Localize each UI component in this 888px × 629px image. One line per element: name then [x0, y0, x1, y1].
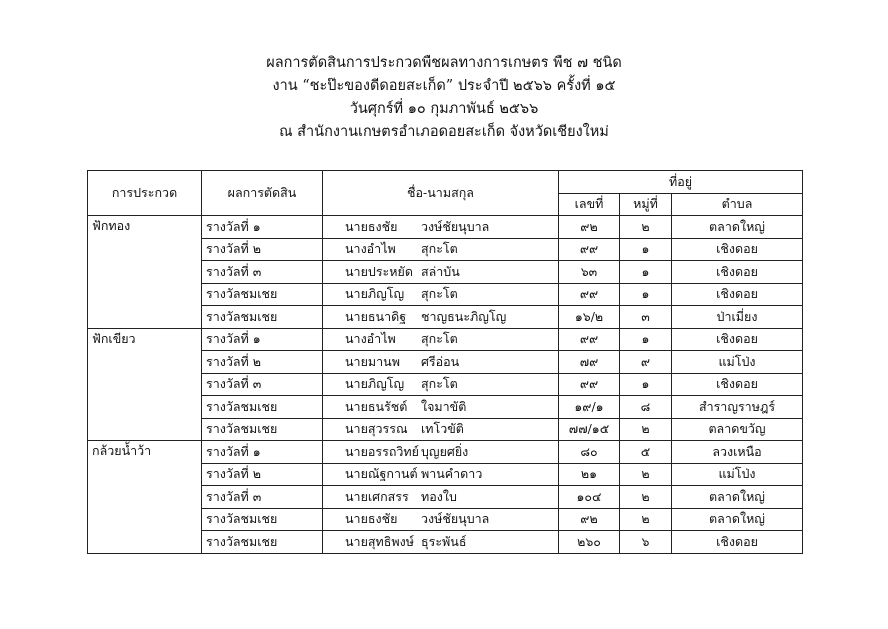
cell-moo: ๖	[620, 531, 672, 554]
cell-result: รางวัลชมเชย	[202, 283, 323, 306]
cell-name	[323, 216, 559, 239]
cell-name	[323, 418, 559, 441]
table-row	[88, 486, 803, 509]
first-name: นายณัฐกานต์	[345, 466, 418, 482]
cell-number: ๙๙	[559, 328, 620, 351]
cell-category	[88, 463, 202, 486]
first-name: นายสุทธิพงษ์	[345, 533, 414, 549]
cell-number: ๑๐๔	[559, 486, 620, 509]
header-category: การประกวด	[88, 171, 202, 216]
cell-tambon: แม่โป่ง	[672, 463, 803, 486]
cell-category	[88, 283, 202, 306]
cell-result: รางวัลที่ ๓	[202, 486, 323, 509]
cell-category	[88, 508, 202, 531]
first-name: นายสุวรรณ	[345, 421, 408, 437]
table-row	[88, 306, 803, 329]
cell-number: ๑๖/๒	[559, 306, 620, 329]
cell-moo: ๙	[620, 351, 672, 374]
cell-number: ๗๙	[559, 351, 620, 374]
cell-category	[88, 306, 202, 329]
cell-number: ๘๐	[559, 441, 620, 464]
cell-tambon: ลวงเหนือ	[672, 441, 803, 464]
table-row	[88, 396, 803, 419]
cell-result: รางวัลที่ ๒	[202, 463, 323, 486]
cell-moo: ๒	[620, 463, 672, 486]
table-row	[88, 261, 803, 284]
cell-tambon: เชิงดอย	[672, 373, 803, 396]
cell-name	[323, 261, 559, 284]
cell-tambon: ตลาดใหญ่	[672, 486, 803, 509]
header-number: เลขที่	[559, 193, 620, 216]
cell-category	[88, 486, 202, 509]
header-title-line: ผลการตัดสินการประกวดพืชผลทางการเกษตร พืช ๗ ชนิด	[266, 55, 622, 71]
first-name: นายธนาดิฐ	[345, 308, 407, 324]
table-header-row	[88, 171, 803, 194]
first-name: นายธงชัย	[345, 511, 398, 527]
cell-result: รางวัลชมเชย	[202, 396, 323, 419]
last-name: ใจมาขัติ	[421, 398, 467, 414]
last-name: ชาญธนะภิญโญ	[421, 308, 507, 324]
cell-moo: ๑	[620, 283, 672, 306]
cell-category	[88, 418, 202, 441]
cell-category	[88, 373, 202, 396]
cell-category: ฟักเขียว	[88, 328, 202, 351]
cell-category	[88, 396, 202, 419]
last-name: ธุระพันธ์	[421, 533, 467, 549]
cell-tambon: สำราญราษฎร์	[672, 396, 803, 419]
header-event-line: งาน “ชะป๊ะของดีดอยสะเก็ด” ประจำปี ๒๕๖๖ ครั้งที่ ๑๕	[272, 78, 616, 94]
cell-moo: ๓	[620, 306, 672, 329]
header-result: ผลการตัดสิน	[202, 171, 323, 216]
cell-name	[323, 441, 559, 464]
cell-name	[323, 238, 559, 261]
last-name: สุกะโต	[421, 241, 458, 257]
cell-result: รางวัลที่ ๒	[202, 351, 323, 374]
cell-moo: ๑	[620, 261, 672, 284]
cell-name	[323, 328, 559, 351]
cell-moo: ๒	[620, 418, 672, 441]
table-row	[88, 531, 803, 554]
cell-tambon: เชิงดอย	[672, 531, 803, 554]
table-row	[88, 463, 803, 486]
cell-moo: ๘	[620, 396, 672, 419]
table-row	[88, 351, 803, 374]
results-table	[87, 170, 803, 554]
table-row	[88, 216, 803, 239]
table-row	[88, 418, 803, 441]
cell-category	[88, 351, 202, 374]
first-name: นายภิญโญ	[345, 286, 405, 302]
cell-result: รางวัลที่ ๓	[202, 261, 323, 284]
cell-number: ๒๖๐	[559, 531, 620, 554]
last-name: ทองใบ	[421, 488, 457, 504]
cell-category	[88, 261, 202, 284]
cell-name	[323, 351, 559, 374]
cell-number: ๙๒	[559, 216, 620, 239]
cell-number: ๙๙	[559, 238, 620, 261]
cell-tambon: ป่าเมี่ยง	[672, 306, 803, 329]
first-name: นายอรรถวิทย์	[345, 443, 419, 459]
cell-number: ๗๗/๑๕	[559, 418, 620, 441]
table-body	[88, 216, 803, 554]
last-name: วงษ์ชัยนุบาล	[421, 511, 490, 527]
table-row	[88, 508, 803, 531]
cell-name	[323, 373, 559, 396]
cell-result: รางวัลที่ ๑	[202, 328, 323, 351]
first-name: นายธนรัชต์	[345, 398, 408, 414]
cell-result: รางวัลที่ ๑	[202, 216, 323, 239]
cell-tambon: ตลาดขวัญ	[672, 418, 803, 441]
cell-result: รางวัลที่ ๓	[202, 373, 323, 396]
table-row	[88, 373, 803, 396]
table-row	[88, 441, 803, 464]
header-tambon: ตำบล	[672, 193, 803, 216]
cell-moo: ๑	[620, 238, 672, 261]
cell-number: ๒๑	[559, 463, 620, 486]
cell-result: รางวัลชมเชย	[202, 418, 323, 441]
cell-result: รางวัลที่ ๒	[202, 238, 323, 261]
cell-category: กล้วยน้ำว้า	[88, 441, 202, 464]
cell-number: ๖๓	[559, 261, 620, 284]
cell-number: ๙๙	[559, 373, 620, 396]
first-name: นายประหยัด	[345, 263, 413, 279]
last-name: สล่าบัน	[421, 263, 460, 279]
cell-name	[323, 508, 559, 531]
header-moo: หมู่ที่	[620, 193, 672, 216]
last-name: เทโวขัติ	[421, 421, 464, 437]
cell-result: รางวัลชมเชย	[202, 508, 323, 531]
cell-tambon: เชิงดอย	[672, 328, 803, 351]
cell-number: ๙๙	[559, 283, 620, 306]
cell-tambon: เชิงดอย	[672, 238, 803, 261]
first-name: นางอำไพ	[345, 241, 396, 257]
cell-moo: ๑	[620, 328, 672, 351]
last-name: สุกะโต	[421, 286, 458, 302]
last-name: สุกะโต	[421, 376, 458, 392]
cell-moo: ๒	[620, 486, 672, 509]
cell-tambon: เชิงดอย	[672, 261, 803, 284]
cell-tambon: แม่โป่ง	[672, 351, 803, 374]
cell-name	[323, 463, 559, 486]
cell-name	[323, 283, 559, 306]
cell-category	[88, 531, 202, 554]
cell-result: รางวัลชมเชย	[202, 306, 323, 329]
cell-result: รางวัลที่ ๑	[202, 441, 323, 464]
cell-tambon: ตลาดใหญ่	[672, 508, 803, 531]
last-name: วงษ์ชัยนุบาล	[421, 218, 490, 234]
table-row	[88, 238, 803, 261]
cell-moo: ๕	[620, 441, 672, 464]
cell-name	[323, 306, 559, 329]
last-name: พานคำดาว	[421, 466, 483, 482]
last-name: ศรีอ่อน	[421, 353, 460, 369]
first-name: นายธงชัย	[345, 218, 398, 234]
cell-name	[323, 531, 559, 554]
header-location-line: ณ สำนักงานเกษตรอำเภอดอยสะเก็ด จังหวัดเชียงใหม่	[279, 124, 609, 140]
last-name: บุญยศยิ่ง	[421, 443, 469, 459]
cell-number: ๑๙/๑	[559, 396, 620, 419]
cell-moo: ๒	[620, 216, 672, 239]
header-date-line: วันศุกร์ที่ ๑๐ กุมภาพันธ์ ๒๕๖๖	[349, 101, 539, 117]
table-row	[88, 328, 803, 351]
cell-name	[323, 486, 559, 509]
cell-moo: ๒	[620, 508, 672, 531]
cell-number: ๙๒	[559, 508, 620, 531]
first-name: นายเศกสรร	[345, 488, 409, 504]
last-name: สุกะโต	[421, 331, 458, 347]
cell-tambon: เชิงดอย	[672, 283, 803, 306]
cell-moo: ๑	[620, 373, 672, 396]
header-address: ที่อยู่	[559, 171, 803, 194]
cell-category	[88, 238, 202, 261]
header-name: ชื่อ-นามสกุล	[323, 171, 559, 216]
cell-name	[323, 396, 559, 419]
document-header	[0, 52, 888, 144]
cell-result: รางวัลชมเชย	[202, 531, 323, 554]
first-name: นายภิญโญ	[345, 376, 405, 392]
first-name: นายมานพ	[345, 353, 400, 369]
first-name: นางอำไพ	[345, 331, 396, 347]
table-row	[88, 283, 803, 306]
cell-tambon: ตลาดใหญ่	[672, 216, 803, 239]
cell-category: ฟักทอง	[88, 216, 202, 239]
